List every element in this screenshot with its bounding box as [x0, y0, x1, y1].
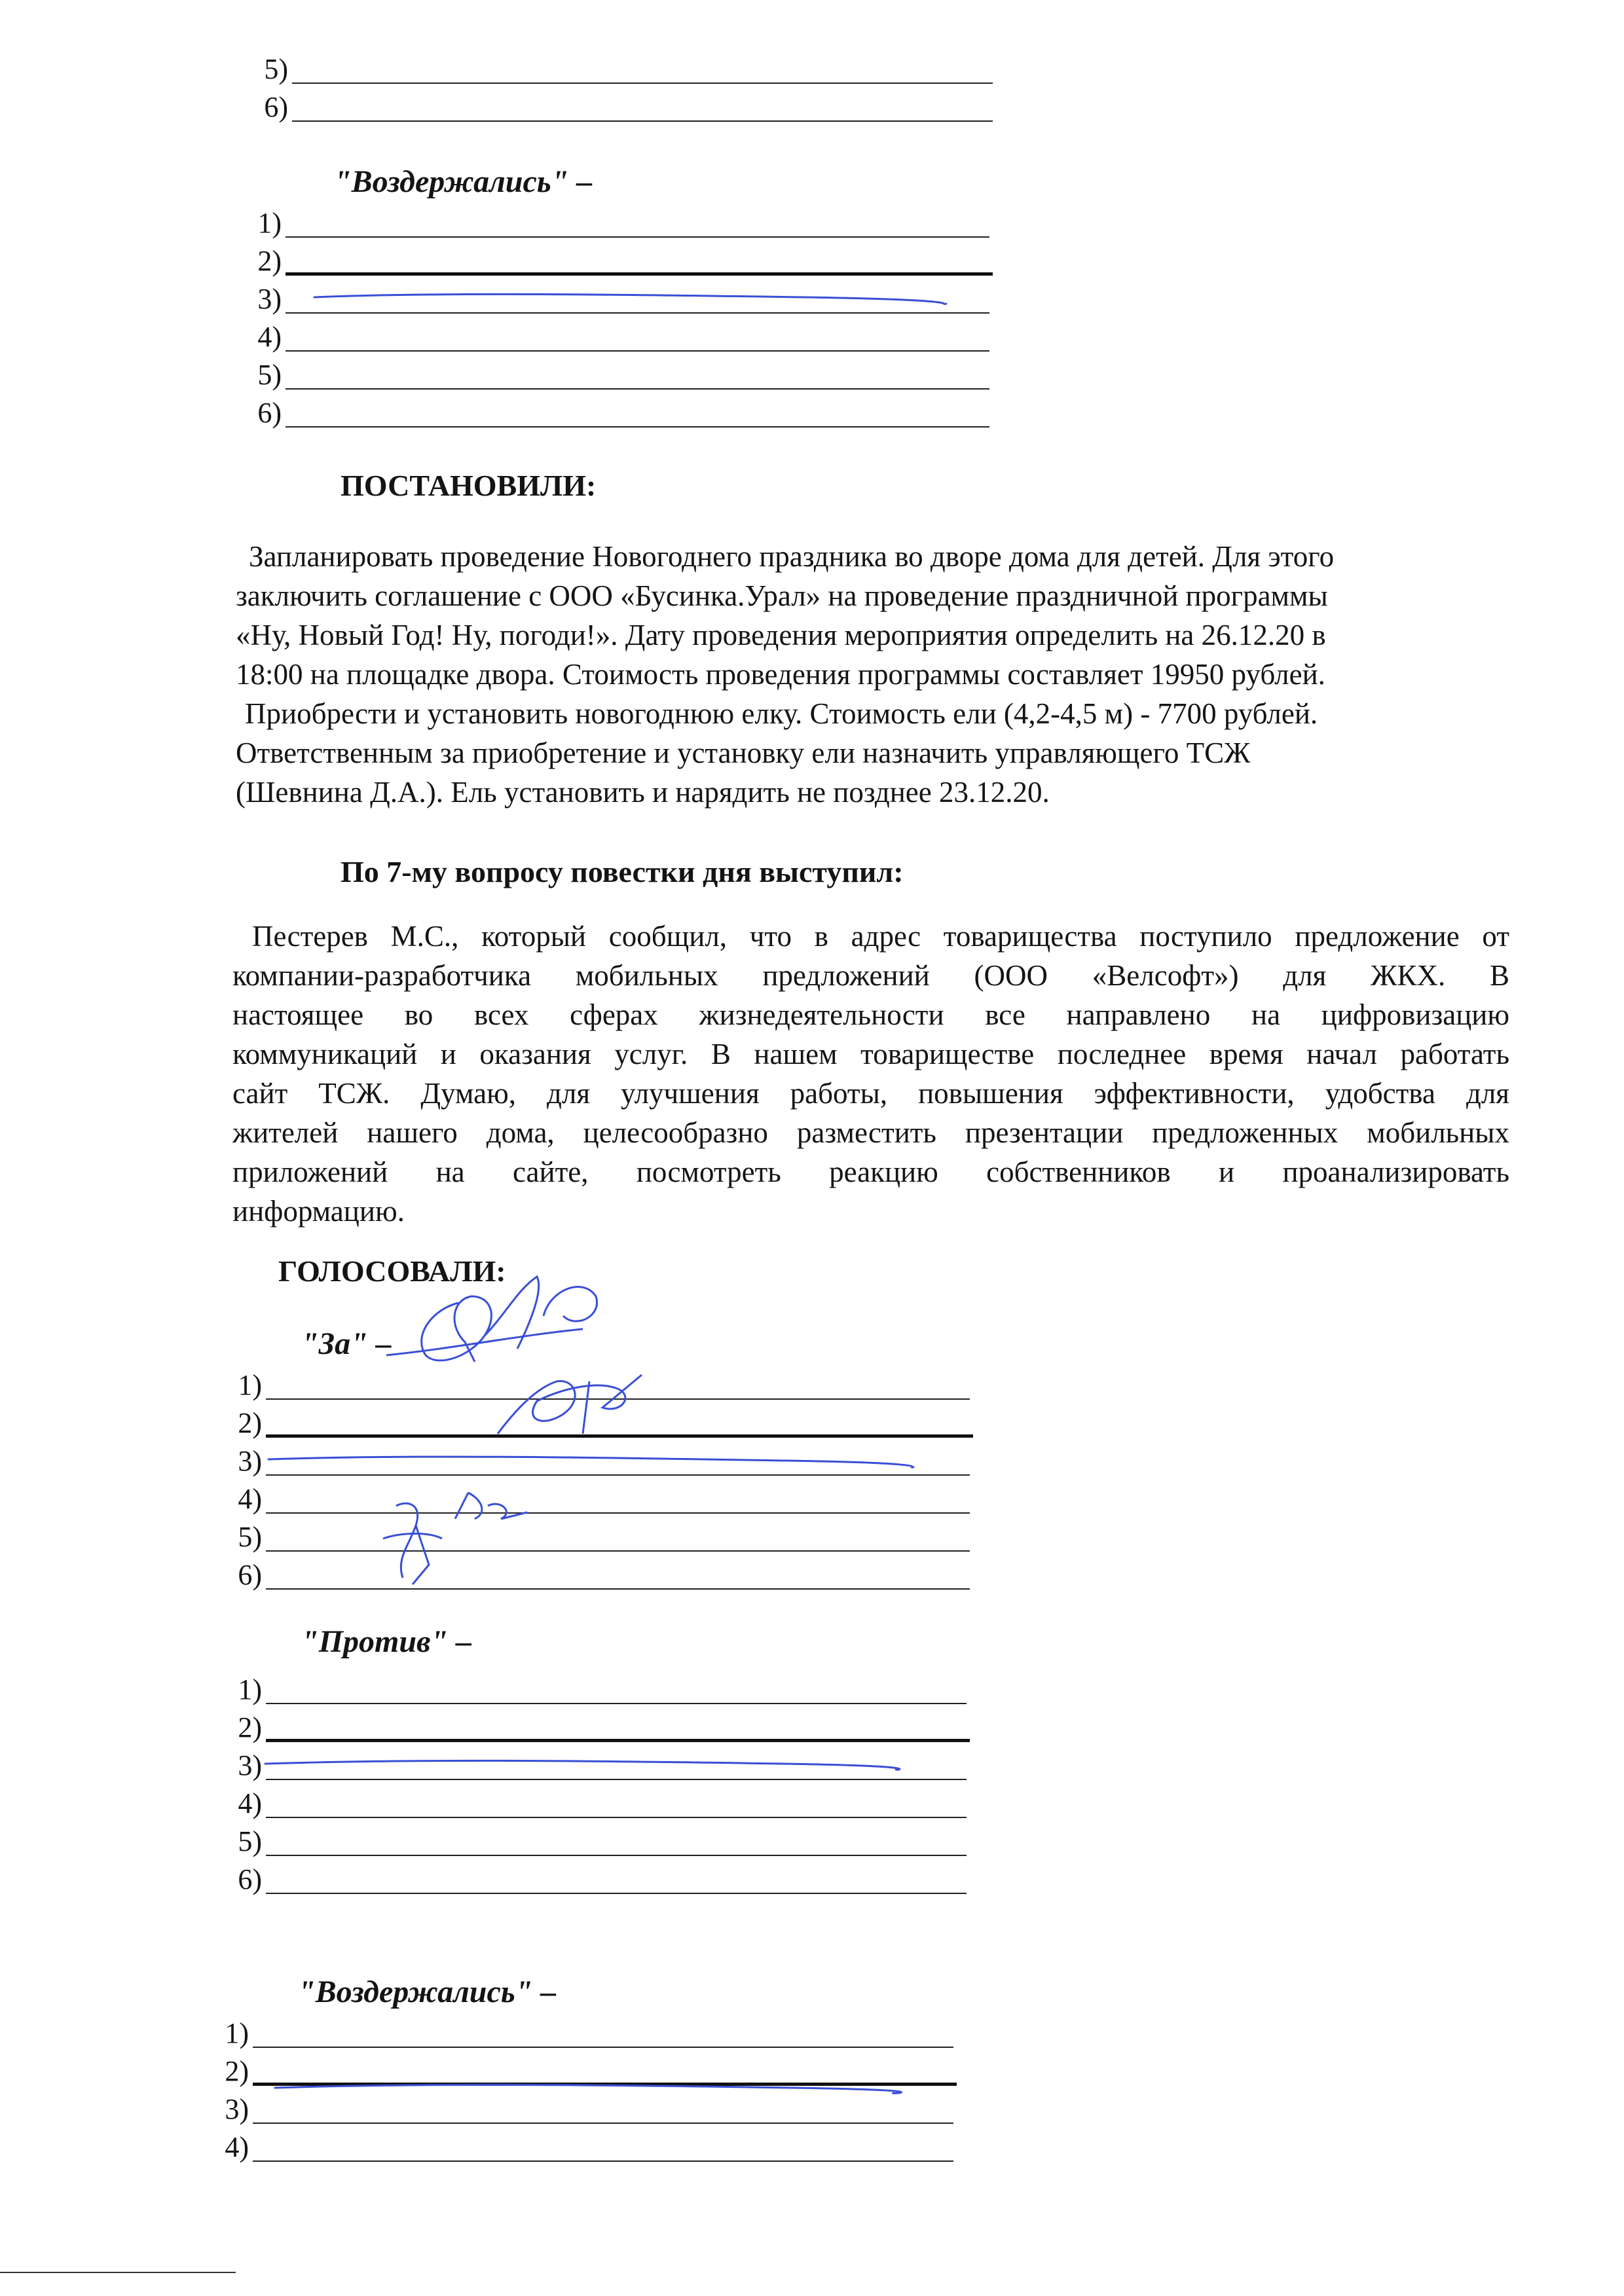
vote-line — [242, 352, 993, 390]
blank-line — [266, 1683, 967, 1704]
line-number: 4) — [257, 321, 282, 353]
pen-stroke-icon — [259, 1755, 900, 1781]
pen-stroke-icon — [268, 2079, 897, 2105]
line-number: 3) — [238, 1445, 262, 1477]
blank-line — [286, 253, 993, 276]
pen-stroke-icon — [308, 288, 950, 314]
question7-heading: По 7-му вопросу повестки дня выступил: — [341, 855, 904, 888]
pen-stroke-icon — [262, 1450, 917, 1476]
vote-line — [242, 200, 993, 238]
text-line: заключить соглашение с ООО «Бусинка.Урал» на проведение праздничной программы — [236, 579, 1328, 612]
text-line: Пестерев М.С., который сообщил, что в адрес товарищества поступило предложение от — [252, 920, 1509, 953]
vote-line — [249, 84, 993, 122]
continued-vote-list — [249, 46, 993, 122]
line-number: 4) — [225, 2131, 249, 2163]
text-line: компании-разработчика мобильных предложений (ООО «Велсофт») для ЖКХ. В — [232, 959, 1509, 992]
vote-line — [210, 2124, 957, 2162]
line-number: 1) — [225, 2017, 249, 2049]
vote-line — [210, 2010, 957, 2048]
blank-line — [253, 2103, 953, 2124]
vote-line — [223, 1818, 970, 1856]
line-number: 6) — [264, 91, 288, 123]
resolution-text — [236, 537, 1480, 812]
vote-line — [223, 1780, 970, 1818]
text-line: 18:00 на площадке двора. Стоимость проведения программы составляет 19950 рублей. — [236, 658, 1325, 691]
line-number: 1) — [238, 1673, 262, 1705]
vote-line — [249, 46, 993, 84]
text-line: настоящее во всех сферах жизнедеятельности все направлено на цифровизацию — [232, 998, 1509, 1031]
blank-line — [292, 101, 993, 122]
line-number: 6) — [238, 1863, 262, 1895]
line-number: 2) — [238, 1407, 262, 1439]
text-line: Запланировать проведение Новогоднего праздника во дворе дома для детей. Для этого — [249, 540, 1335, 573]
blank-line — [266, 1719, 970, 1742]
blank-line — [292, 63, 993, 84]
line-number: 1) — [238, 1369, 262, 1401]
against-heading: "Против" – — [301, 1624, 472, 1659]
question7-text — [232, 917, 1509, 1231]
vote-line — [223, 1666, 970, 1704]
line-number: 4) — [238, 1483, 262, 1515]
blank-line — [253, 2027, 953, 2048]
signature-icon — [357, 1480, 566, 1591]
line-number: 1) — [257, 207, 282, 239]
resolution-heading: ПОСТАНОВИЛИ: — [341, 469, 597, 502]
line-number: 5) — [238, 1825, 262, 1857]
blank-line — [266, 1873, 967, 1894]
line-number: 2) — [225, 2055, 249, 2087]
text-line: жителей нашего дома, целесообразно разместить презентации предложенных мобильных — [232, 1116, 1509, 1149]
blank-line — [286, 331, 989, 352]
line-number: 6) — [238, 1559, 262, 1591]
text-line: Ответственным за приобретение и установку ели назначить управляющего ТСЖ — [236, 737, 1251, 769]
voting-heading: ГОЛОСОВАЛИ: — [278, 1254, 506, 1288]
line-number: 5) — [238, 1521, 262, 1553]
vote-line — [223, 1704, 970, 1742]
blank-line — [286, 369, 989, 390]
line-number: 5) — [264, 53, 288, 85]
for-heading: "За" – — [301, 1326, 392, 1361]
line-number: 2) — [238, 1711, 262, 1743]
text-line: (Шевнина Д.А.). Ель установить и нарядить не позднее 23.12.20. — [236, 776, 1050, 809]
line-number: 2) — [257, 245, 282, 277]
blank-line — [286, 407, 989, 428]
text-line: приложений на сайте, посмотреть реакцию собственников и проанализировать — [232, 1156, 1509, 1188]
line-number: 5) — [257, 359, 282, 391]
blank-line — [266, 1835, 967, 1856]
blank-line — [266, 1797, 967, 1818]
blank-line — [253, 2141, 953, 2162]
signature-icon — [485, 1362, 668, 1447]
vote-line — [242, 390, 993, 428]
vote-line — [223, 1552, 973, 1590]
abstained-heading: "Воздержались" – — [334, 164, 593, 199]
text-line: информацию. — [232, 1195, 405, 1228]
line-number: 3) — [257, 283, 282, 315]
footer-divider — [0, 2272, 236, 2273]
abstained-heading: "Воздержались" – — [298, 1975, 557, 2009]
text-line: Приобрести и установить новогоднюю елку. Стоимость ели (4,2-4,5 м) - 7700 рублей. — [245, 697, 1318, 730]
vote-line — [223, 1476, 973, 1514]
line-number: 3) — [238, 1749, 262, 1781]
line-number: 6) — [257, 397, 282, 429]
vote-line — [223, 1514, 973, 1552]
line-number: 3) — [225, 2093, 249, 2125]
vote-line — [223, 1856, 970, 1894]
vote-line — [242, 238, 993, 276]
vote-line — [242, 314, 993, 352]
text-line: коммуникаций и оказания услуг. В нашем товариществе последнее время начал работать — [232, 1038, 1509, 1070]
line-number: 4) — [238, 1787, 262, 1819]
blank-line — [286, 217, 989, 238]
text-line: сайт ТСЖ. Думаю, для улучшения работы, повышения эффективности, удобства для — [232, 1077, 1509, 1110]
text-line: «Ну, Новый Год! Ну, погоди!». Дату проведения мероприятия определить на 26.12.20 в — [236, 619, 1326, 651]
